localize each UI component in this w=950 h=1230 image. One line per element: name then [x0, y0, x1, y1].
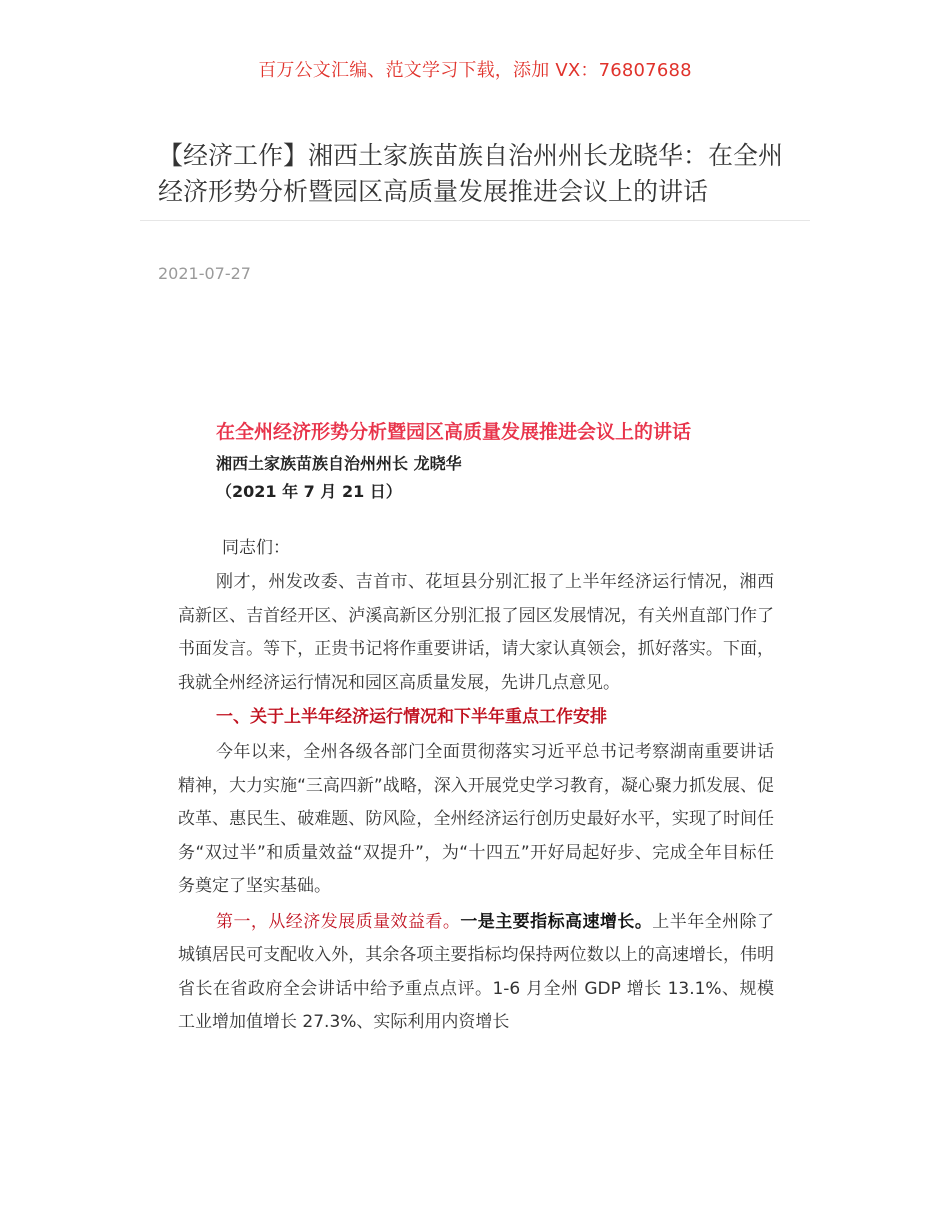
point-text: 上半年全州除了城镇居民可支配收入外，其余各项主要指标均保持两位数以上的高速增长，伟明省长在省政府全会讲话中给予重点点评。1-6 月全州 GDP 增长 13.1%、规模工业增加值增长 27.3%、实际利用内资增长	[178, 911, 775, 1032]
point-subheading: 一是主要指标高速增长。	[460, 911, 653, 932]
section-heading: 一、关于上半年经济运行情况和下半年重点工作安排	[216, 707, 607, 727]
speech-date: （2021 年 7 月 21 日）	[216, 482, 402, 501]
greeting: 同志们：	[222, 538, 290, 558]
page-title: 【经济工作】湘西土家族苗族自治州州长龙晓华：在全州经济形势分析暨园区高质量发展推进会议上的讲话	[158, 141, 784, 206]
article-body	[178, 418, 774, 1040]
speech-title: 在全州经济形势分析暨园区高质量发展推进会议上的讲话	[216, 421, 692, 443]
section-paragraph: 今年以来，全州各级各部门全面贯彻落实习近平总书记考察湖南重要讲话精神，大力实施“三高四新”战略，深入开展党史学习教育，凝心聚力抓发展、促改革、惠民生、破难题、防风险，全州经济运行创历史最好水平，实现了时间任务“双过半”和质量效益“双提升”，为“十四五”开好局起好步、完成全年目标任务奠定了坚实基础。	[178, 742, 774, 896]
title-divider	[140, 220, 810, 221]
publish-date: 2021-07-27	[158, 264, 251, 283]
intro-paragraph: 刚才，州发改委、吉首市、花垣县分别汇报了上半年经济运行情况，湘西高新区、吉首经开区、泸溪高新区分别汇报了园区发展情况，有关州直部门作了书面发言。等下，正贵书记将作重要讲话，请大家认真领会，抓好落实。下面，我就全州经济运行情况和园区高质量发展，先讲几点意见。	[178, 572, 774, 693]
point-lead: 第一，从经济发展质量效益看。	[216, 911, 461, 932]
speaker-line: 湘西土家族苗族自治州州长 龙晓华	[216, 454, 462, 473]
point-paragraph	[178, 906, 774, 1040]
promo-banner: 百万公文汇编、范文学习下载，添加 VX：76807688	[258, 60, 692, 81]
